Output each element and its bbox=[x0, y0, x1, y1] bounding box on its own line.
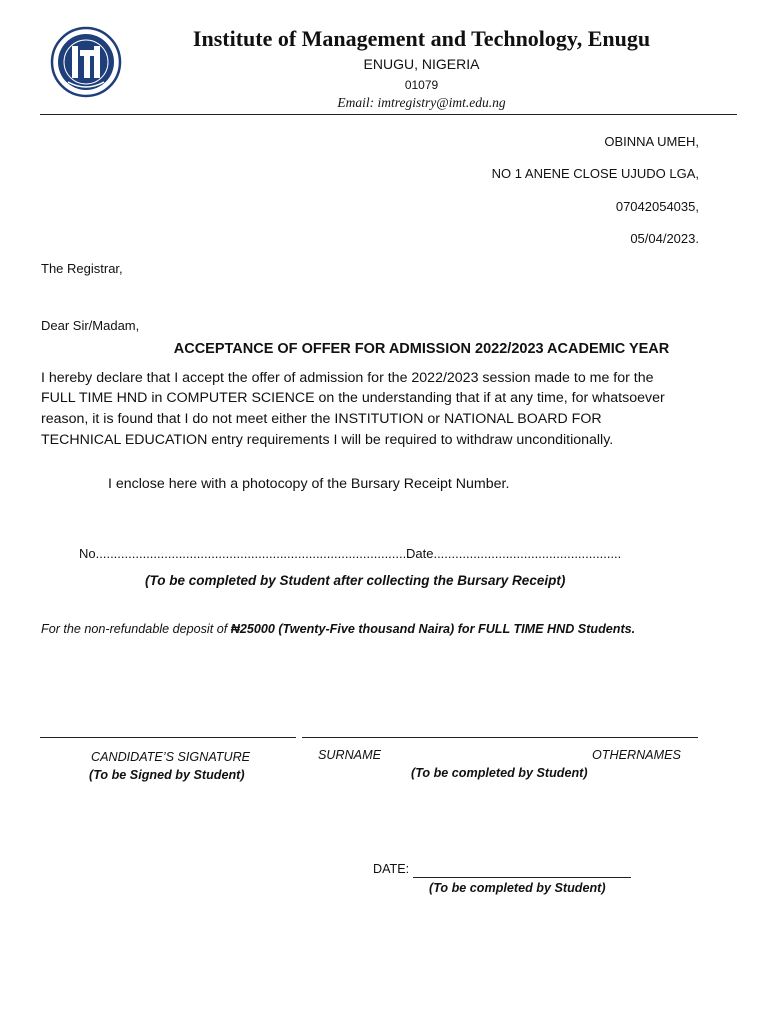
candidate-signature-label: CANDIDATE’S SIGNATURE bbox=[91, 750, 251, 764]
recipient: The Registrar, bbox=[41, 261, 123, 276]
institution-code: 01079 bbox=[404, 78, 439, 92]
deposit-amount: ₦25000 (Twenty-Five thousand Naira) for FULL TIME HND Students. bbox=[230, 622, 636, 636]
sender-address: NO 1 ANENE CLOSE UJUDO LGA, bbox=[491, 166, 699, 181]
institution-email[interactable]: imtregistry@imt.edu.ng bbox=[377, 95, 506, 110]
enclosure-statement: I enclose here with a photocopy of the Bursary Receipt Number. bbox=[108, 476, 510, 492]
othernames-label: OTHERNAMES bbox=[592, 748, 681, 762]
names-note: (To be completed by Student) bbox=[411, 766, 588, 780]
body-line-1: I hereby declare that I accept the offer of admission for the 2022/2023 session made to me for the bbox=[41, 370, 654, 386]
names-line[interactable] bbox=[302, 737, 698, 738]
candidate-signature-line[interactable] bbox=[40, 737, 296, 738]
date-note: (To be completed by Student) bbox=[429, 881, 606, 895]
receipt-note: (To be completed by Student after collecting the Bursary Receipt) bbox=[145, 573, 566, 588]
salutation: Dear Sir/Madam, bbox=[41, 318, 140, 333]
surname-label: SURNAME bbox=[318, 748, 381, 762]
sender-name: OBINNA UMEH, bbox=[604, 134, 699, 149]
body-line-2: FULL TIME HND in COMPUTER SCIENCE on the understanding that if at any time, for whatsoever bbox=[41, 390, 665, 406]
institution-email-line bbox=[0, 95, 768, 111]
sender-phone: 07042054035, bbox=[615, 199, 699, 214]
body-line-3: reason, it is found that I do not meet either the INSTITUTION or NATIONAL BOARD FOR bbox=[41, 411, 602, 427]
candidate-signature-note: (To be Signed by Student) bbox=[89, 768, 245, 782]
header-divider bbox=[40, 114, 737, 115]
deposit-prefix: For the non-refundable deposit of bbox=[41, 622, 231, 636]
body-line-4: TECHNICAL EDUCATION entry requirements I will be required to withdraw unconditionally. bbox=[41, 432, 614, 448]
institution-location: ENUGU, NIGERIA bbox=[363, 56, 480, 72]
receipt-number-field[interactable]: No....................................................................................... bbox=[79, 546, 410, 561]
deposit-line bbox=[41, 622, 635, 636]
date-label: DATE: bbox=[373, 862, 410, 876]
receipt-date-field[interactable]: Date.................................................... bbox=[406, 546, 622, 561]
letter-subject: ACCEPTANCE OF OFFER FOR ADMISSION 2022/2023 ACADEMIC YEAR bbox=[173, 341, 670, 357]
institution-name: Institute of Management and Technology, Enugu bbox=[192, 26, 651, 51]
date-signature-line[interactable] bbox=[413, 877, 631, 878]
sender-date: 05/04/2023. bbox=[630, 231, 699, 246]
email-label: Email: bbox=[337, 95, 375, 110]
